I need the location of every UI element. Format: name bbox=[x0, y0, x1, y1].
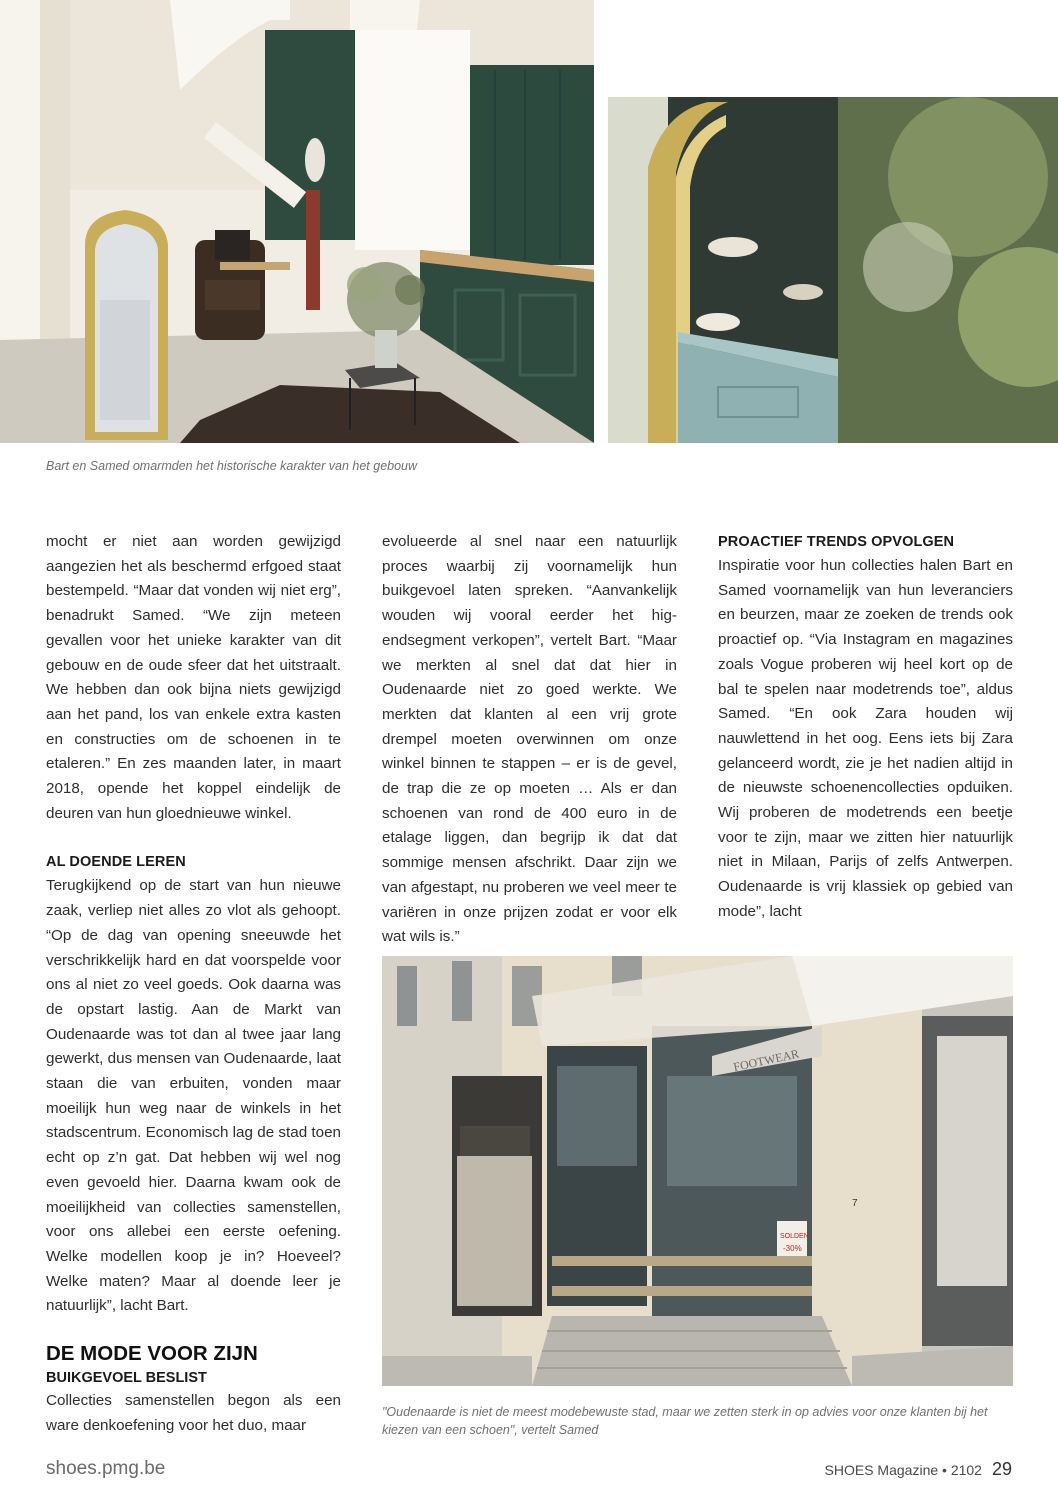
footwear-sign: FOOTWEAR bbox=[732, 1046, 801, 1075]
section-heading-proactief-trends-opvolgen: PROACTIEF TRENDS OPVOLGEN bbox=[718, 534, 955, 550]
section-subheading-buikgevoel-beslist: BUIKGEVOEL BESLIST bbox=[46, 1370, 207, 1387]
house-number: 7 bbox=[852, 1198, 858, 1209]
section-heading-al-doende-leren: AL DOENDE LEREN bbox=[46, 854, 186, 871]
col2-paragraph-1: evolueerde al snel naar een natuurlijk proces waarbij zij voornamelijk hun buikgevoel laten spreken. “Aanvankelijk wouden wij vooral eerder het hig-endsegment verkopen”, vertelt Bart. “Maar we merkten al snel dat dat hier in Oudenaarde niet zo goed werkte. We merkten dat klanten al een vrij grote drempel moeten overwinnen om onze winkel binnen te stappen – er is de gevel, de trap die ze op moeten … Als er dan schoenen van rond de 400 euro in de etalage liggen, dan begrijp ik dat dat sommige mensen afschrikt. Daar zijn we van afgestapt, nu proberen we veel meer te variëren in onze prijzen zodat er voor elk wat wils is.” bbox=[382, 533, 677, 946]
caption-top: Bart en Samed omarmden het historische karakter van het gebouw bbox=[46, 459, 418, 473]
solden-sign: SOLDEN bbox=[780, 1233, 809, 1240]
text-column-3 bbox=[718, 530, 1013, 925]
footer-magazine-name: SHOES Magazine • 2102 bbox=[824, 1462, 982, 1478]
page-number: 29 bbox=[991, 1459, 1012, 1479]
col3-paragraph-1: Inspiratie voor hun collecties halen Bart en Samed voornamelijk van hun leveranciers en beurzen, maar ze zoeken de trends ook proactief op. “Via Instagram en magazines zoals Vogue proberen wij heel kort op de bal te spelen naar modetrends toe”, aldus Samed. “En ook Zara houden wij nauwlettend in het oog. Eens iets bij Zara gelanceerd wordt, zie je het nadien altijd in de nieuwste schoenencollecties opduiken. Wij proberen de modetrends een beetje voor te zijn, maar we zitten hier natuurlijk niet in Milaan, Parijs of zelfs Antwerpen. Oudenaarde is vrij klassiek op gebied van mode”, lacht bbox=[718, 557, 1013, 920]
storefront-photo bbox=[382, 956, 1013, 1386]
col1-paragraph-3: Collecties samenstellen begon als een ware denkoefening voor het duo, maar bbox=[46, 1392, 341, 1434]
section-heading-de-mode-voor-zijn: DE MODE VOOR ZIJN bbox=[46, 1342, 258, 1366]
col1-paragraph-1: mocht er niet aan worden gewijzigd aangezien het als beschermd erfgoed staat bestempeld. “Maar dat vonden wij niet erg”, benadrukt Samed. “We zijn meteen gevallen voor het unieke karakter van dit gebouw en de oude sfeer dat het uitstraalt. We hebben dan ook bijna niets gewijzigd aan het pand, los van enkele extra kasten en constructies om de schoenen in te etaleren.” En zes maanden later, in maart 2018, opende het koppel eindelijk de deuren van hun gloednieuwe winkel. bbox=[46, 533, 341, 822]
caption-bottom: "Oudenaarde is niet de meest modebewuste stad, maar we zetten sterk in op advies voor onze klanten bij het kiezen van een schoen", vertelt Samed bbox=[382, 1405, 988, 1437]
text-column-1 bbox=[46, 530, 341, 1439]
text-column-2 bbox=[382, 530, 677, 950]
footer-site-link[interactable]: shoes.pmg.be bbox=[46, 1458, 166, 1479]
interior-photo bbox=[0, 0, 594, 443]
col1-paragraph-2: Terugkijkend op de start van hun nieuwe zaak, verliep niet alles zo vlot als gehoopt. “Op de dag van opening sneeuwde het verschrikkelijk hard en dat voorspelde voor ons al niet zo veel goeds. Ook daarna was de opstart lastig. Aan de Markt van Oudenaarde was tot dan al twee jaar lang gewerkt, dus mensen van Oudenaarde, laat staan die van erbuiten, vonden maar moeilijk hun weg naar de winkels in het stadscentrum. Economisch lag de stad toen echt op z’n gat. Dat hebben wij wel nog even gevoeld hier. Daarna kwam ook de moeilijkheid van collecties samenstellen, voor ons allebei een eerste oefening. Welke modellen koop je in? Hoeveel? Welke maten? Maar al doende leer je natuurlijk”, lacht Bart. bbox=[46, 877, 341, 1315]
detail-photo bbox=[608, 97, 1058, 443]
footer-magazine-info bbox=[825, 1459, 1012, 1480]
solden-percent: -30% bbox=[783, 1244, 802, 1253]
